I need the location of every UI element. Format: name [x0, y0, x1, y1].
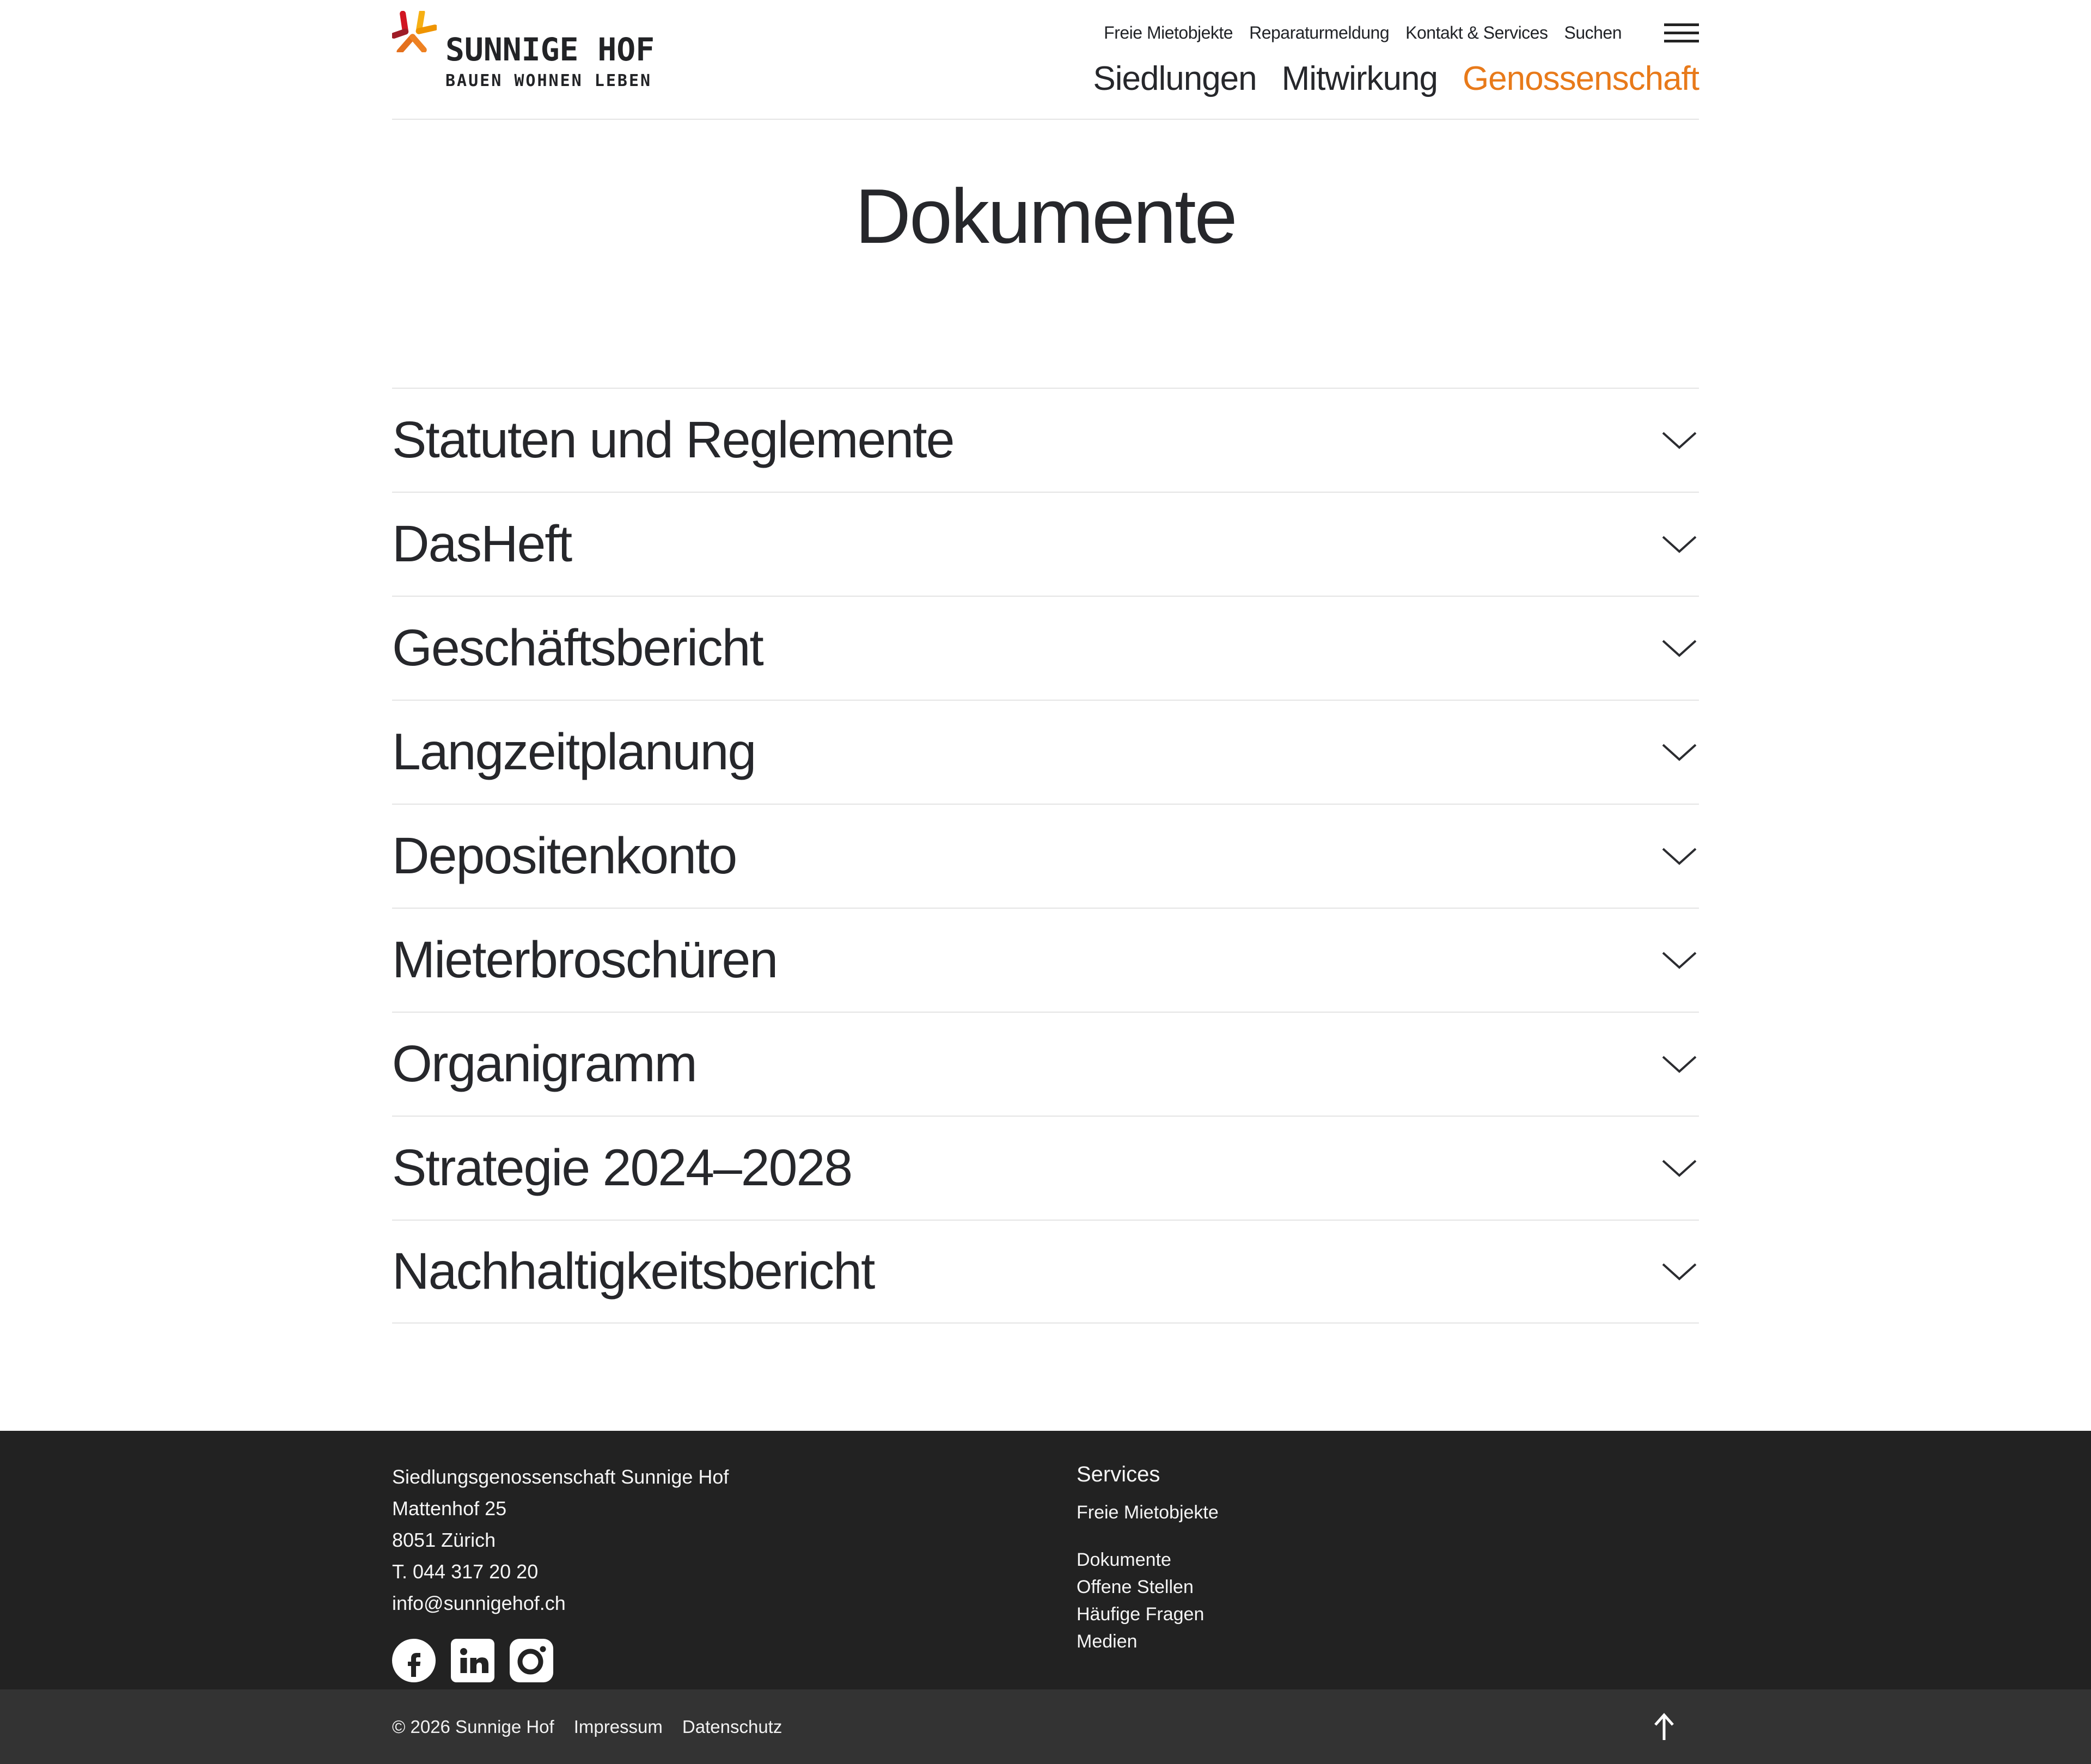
- main-nav-mitwirkung[interactable]: Mitwirkung: [1281, 60, 1438, 97]
- accordion-row-organigramm[interactable]: [392, 1012, 1699, 1116]
- chevron-down-icon: [1662, 847, 1697, 866]
- arrow-up-icon[interactable]: [1651, 1712, 1677, 1742]
- facebook-icon[interactable]: [392, 1639, 436, 1682]
- logo-text: [445, 11, 655, 89]
- chevron-down-icon: [1662, 1159, 1697, 1178]
- services-link-freie-mietobjekte[interactable]: Freie Mietobjekte: [1077, 1502, 1219, 1523]
- accordion-row-depositenkonto[interactable]: [392, 804, 1699, 908]
- utility-link-freie-mietobjekte[interactable]: Freie Mietobjekte: [1104, 23, 1233, 42]
- accordion-label: Statuten und Reglemente: [392, 411, 954, 469]
- linkedin-icon[interactable]: [451, 1639, 494, 1682]
- services-link-medien[interactable]: Medien: [1077, 1631, 1138, 1652]
- copyright-text: © 2026 Sunnige Hof: [392, 1716, 554, 1737]
- accordion-label: Geschäftsbericht: [392, 619, 763, 677]
- accordion-row-geschaeftsbericht[interactable]: [392, 596, 1699, 700]
- chevron-down-icon: [1662, 1055, 1697, 1074]
- footer-city: 8051 Zürich: [392, 1529, 496, 1551]
- site-header: [0, 0, 2091, 120]
- accordion-label: Nachhaltigkeitsbericht: [392, 1242, 875, 1300]
- footer-legal-bar: [0, 1689, 2091, 1764]
- main-nav-genossenschaft[interactable]: Genossenschaft: [1462, 60, 1699, 97]
- accordion-list: [392, 388, 1699, 1324]
- accordion-label: DasHeft: [392, 515, 572, 573]
- utility-link-suchen[interactable]: Suchen: [1564, 23, 1622, 42]
- accordion-label: Strategie 2024–2028: [392, 1139, 852, 1197]
- services-link-dokumente[interactable]: Dokumente: [1077, 1549, 1171, 1570]
- accordion-row-nachhaltigkeitsbericht[interactable]: [392, 1220, 1699, 1324]
- accordion-row-strategie-2024-2028[interactable]: [392, 1116, 1699, 1220]
- services-link-offene-stellen[interactable]: Offene Stellen: [1077, 1577, 1194, 1597]
- chevron-down-icon: [1662, 639, 1697, 658]
- accordion-label: Organigramm: [392, 1035, 696, 1093]
- page-title: Dokumente: [855, 173, 1236, 260]
- footer-street: Mattenhof 25: [392, 1497, 507, 1520]
- main-nav-siedlungen[interactable]: Siedlungen: [1093, 60, 1257, 97]
- legal-link-datenschutz[interactable]: Datenschutz: [682, 1716, 782, 1737]
- footer-phone-link[interactable]: T. 044 317 20 20: [392, 1560, 539, 1583]
- footer-company-name: Siedlungsgenossenschaft Sunnige Hof: [392, 1466, 729, 1488]
- chevron-down-icon: [1662, 1263, 1697, 1281]
- utility-link-reparaturmeldung[interactable]: Reparaturmeldung: [1249, 23, 1390, 42]
- accordion-label: Mieterbroschüren: [392, 931, 778, 989]
- hamburger-menu-icon[interactable]: [1664, 23, 1699, 42]
- utility-link-kontakt-services[interactable]: Kontakt & Services: [1405, 23, 1548, 42]
- site-footer: [0, 1431, 2091, 1764]
- logo-title: SUNNIGE HOF: [445, 31, 655, 68]
- utility-nav: [1104, 23, 1699, 43]
- services-link-haeufige-fragen[interactable]: Häufige Fragen: [1077, 1604, 1205, 1625]
- footer-services: [1077, 1461, 1219, 1682]
- accordion-row-statuten-und-reglemente[interactable]: [392, 388, 1699, 492]
- legal-link-impressum[interactable]: Impressum: [573, 1716, 663, 1737]
- social-links: [392, 1639, 1077, 1682]
- footer-address: [392, 1461, 1077, 1682]
- main-nav: [1093, 59, 1699, 98]
- services-heading: Services: [1077, 1462, 1160, 1486]
- accordion-row-langzeitplanung[interactable]: [392, 700, 1699, 804]
- instagram-icon[interactable]: [510, 1639, 553, 1682]
- accordion-label: Langzeitplanung: [392, 723, 756, 781]
- footer-email-link[interactable]: info@sunnigehof.ch: [392, 1592, 566, 1614]
- accordion-label: Depositenkonto: [392, 827, 737, 885]
- main-content: [0, 172, 2091, 1324]
- accordion-row-dasheft[interactable]: [392, 492, 1699, 596]
- chevron-down-icon: [1662, 535, 1697, 554]
- chevron-down-icon: [1662, 951, 1697, 970]
- accordion-row-mieterbroschueren[interactable]: [392, 908, 1699, 1012]
- logo[interactable]: [392, 11, 655, 89]
- chevron-down-icon: [1662, 431, 1697, 450]
- logo-mark-icon: [392, 11, 437, 55]
- logo-subtitle: BAUEN WOHNEN LEBEN: [445, 71, 652, 90]
- chevron-down-icon: [1662, 743, 1697, 762]
